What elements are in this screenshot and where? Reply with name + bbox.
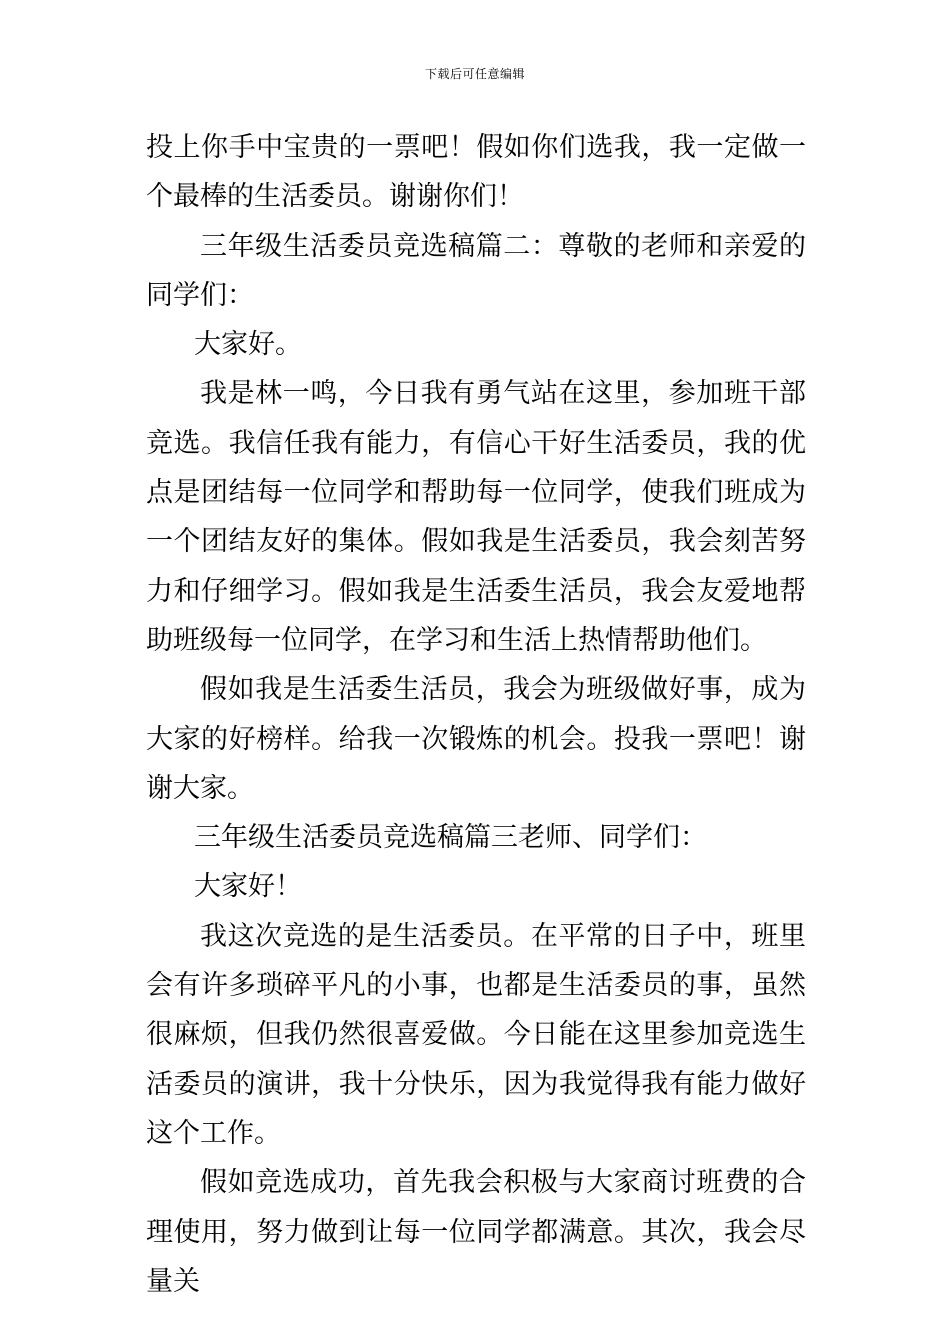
paragraph-5: 假如我是生活委生活员，我会为班级做好事，成为大家的好榜样。给我一次锻炼的机会。投我一票吧！谢谢大家。: [146, 674, 806, 804]
paragraph-9: 假如竞选成功，首先我会积极与大家商讨班费的合理使用，努力做到让每一位同学都满意。其次，我会尽量关: [146, 1167, 806, 1297]
paragraph-1: 投上你手中宝贵的一票吧！假如你们选我，我一定做一个最棒的生活委员。谢谢你们！: [146, 132, 806, 213]
page-header-note: 下载后可任意编辑: [424, 67, 525, 81]
paragraph-6-heading: 三年级生活委员竞选稿篇三老师、同学们：: [194, 822, 707, 854]
document-body: [146, 123, 806, 1306]
paragraph-4: 我是林一鸣，今日我有勇气站在这里，参加班干部竞选。我信任我有能力，有信心干好生活委员，我的优点是团结每一位同学和帮助每一位同学，使我们班成为一个团结友好的集体。假如我是生活委员，我会刻苦努力和仔细学习。假如我是生活委生活员，我会友爱地帮助班级每一位同学，在学习和生活上热情帮助他们。: [146, 378, 806, 656]
paragraph-3-greeting: 大家好。: [194, 329, 302, 361]
paragraph-8: 我这次竞选的是生活委员。在平常的日子中，班里会有许多琐碎平凡的小事，也都是生活委员的事，虽然很麻烦，但我仍然很喜爱做。今日能在这里参加竞选生活委员的演讲，我十分快乐，因为我觉得我有能力做好这个工作。: [146, 920, 806, 1149]
paragraph-2-heading: 三年级生活委员竞选稿篇二：尊敬的老师和亲爱的同学们：: [146, 230, 806, 311]
paragraph-7-greeting: 大家好！: [194, 871, 302, 903]
